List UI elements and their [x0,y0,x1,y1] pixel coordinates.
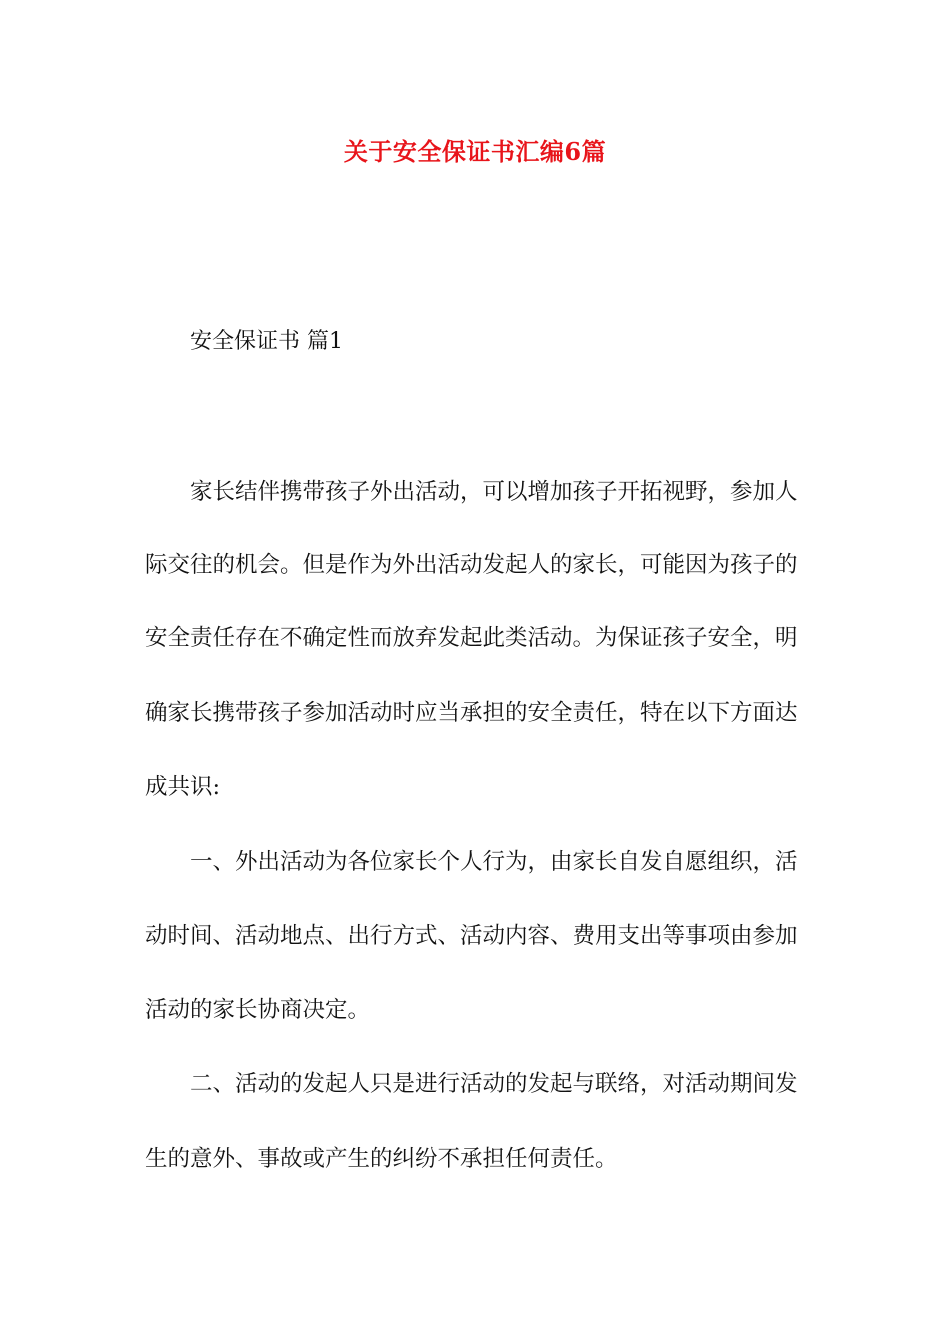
paragraph-1-line-3: 安全责任存在不确定性而放弃发起此类活动。为保证孩子安全，明 [145,625,798,651]
paragraph-1-line-2: 际交往的机会。但是作为外出活动发起人的家长，可能因为孩子的 [145,552,798,578]
section-heading: 安全保证书 篇1 [190,329,343,354]
paragraph-1-line-1: 家长结伴携带孩子外出活动，可以增加孩子开拓视野，参加人 [190,479,798,505]
paragraph-1-line-4: 确家长携带孩子参加活动时应当承担的安全责任，特在以下方面达 [145,700,798,726]
paragraph-3-line-1: 二、活动的发起人只是进行活动的发起与联络，对活动期间发 [190,1071,798,1097]
paragraph-3-line-2: 生的意外、事故或产生的纠纷不承担任何责任。 [145,1146,618,1172]
document-title: 关于安全保证书汇编6篇 [343,137,607,166]
paragraph-2-line-3: 活动的家长协商决定。 [145,997,371,1023]
paragraph-2-line-2: 动时间、活动地点、出行方式、活动内容、费用支出等事项由参加 [145,923,798,949]
paragraph-2-line-1: 一、外出活动为各位家长个人行为，由家长自发自愿组织，活 [190,849,798,875]
paragraph-1-line-5: 成共识: [145,774,221,800]
